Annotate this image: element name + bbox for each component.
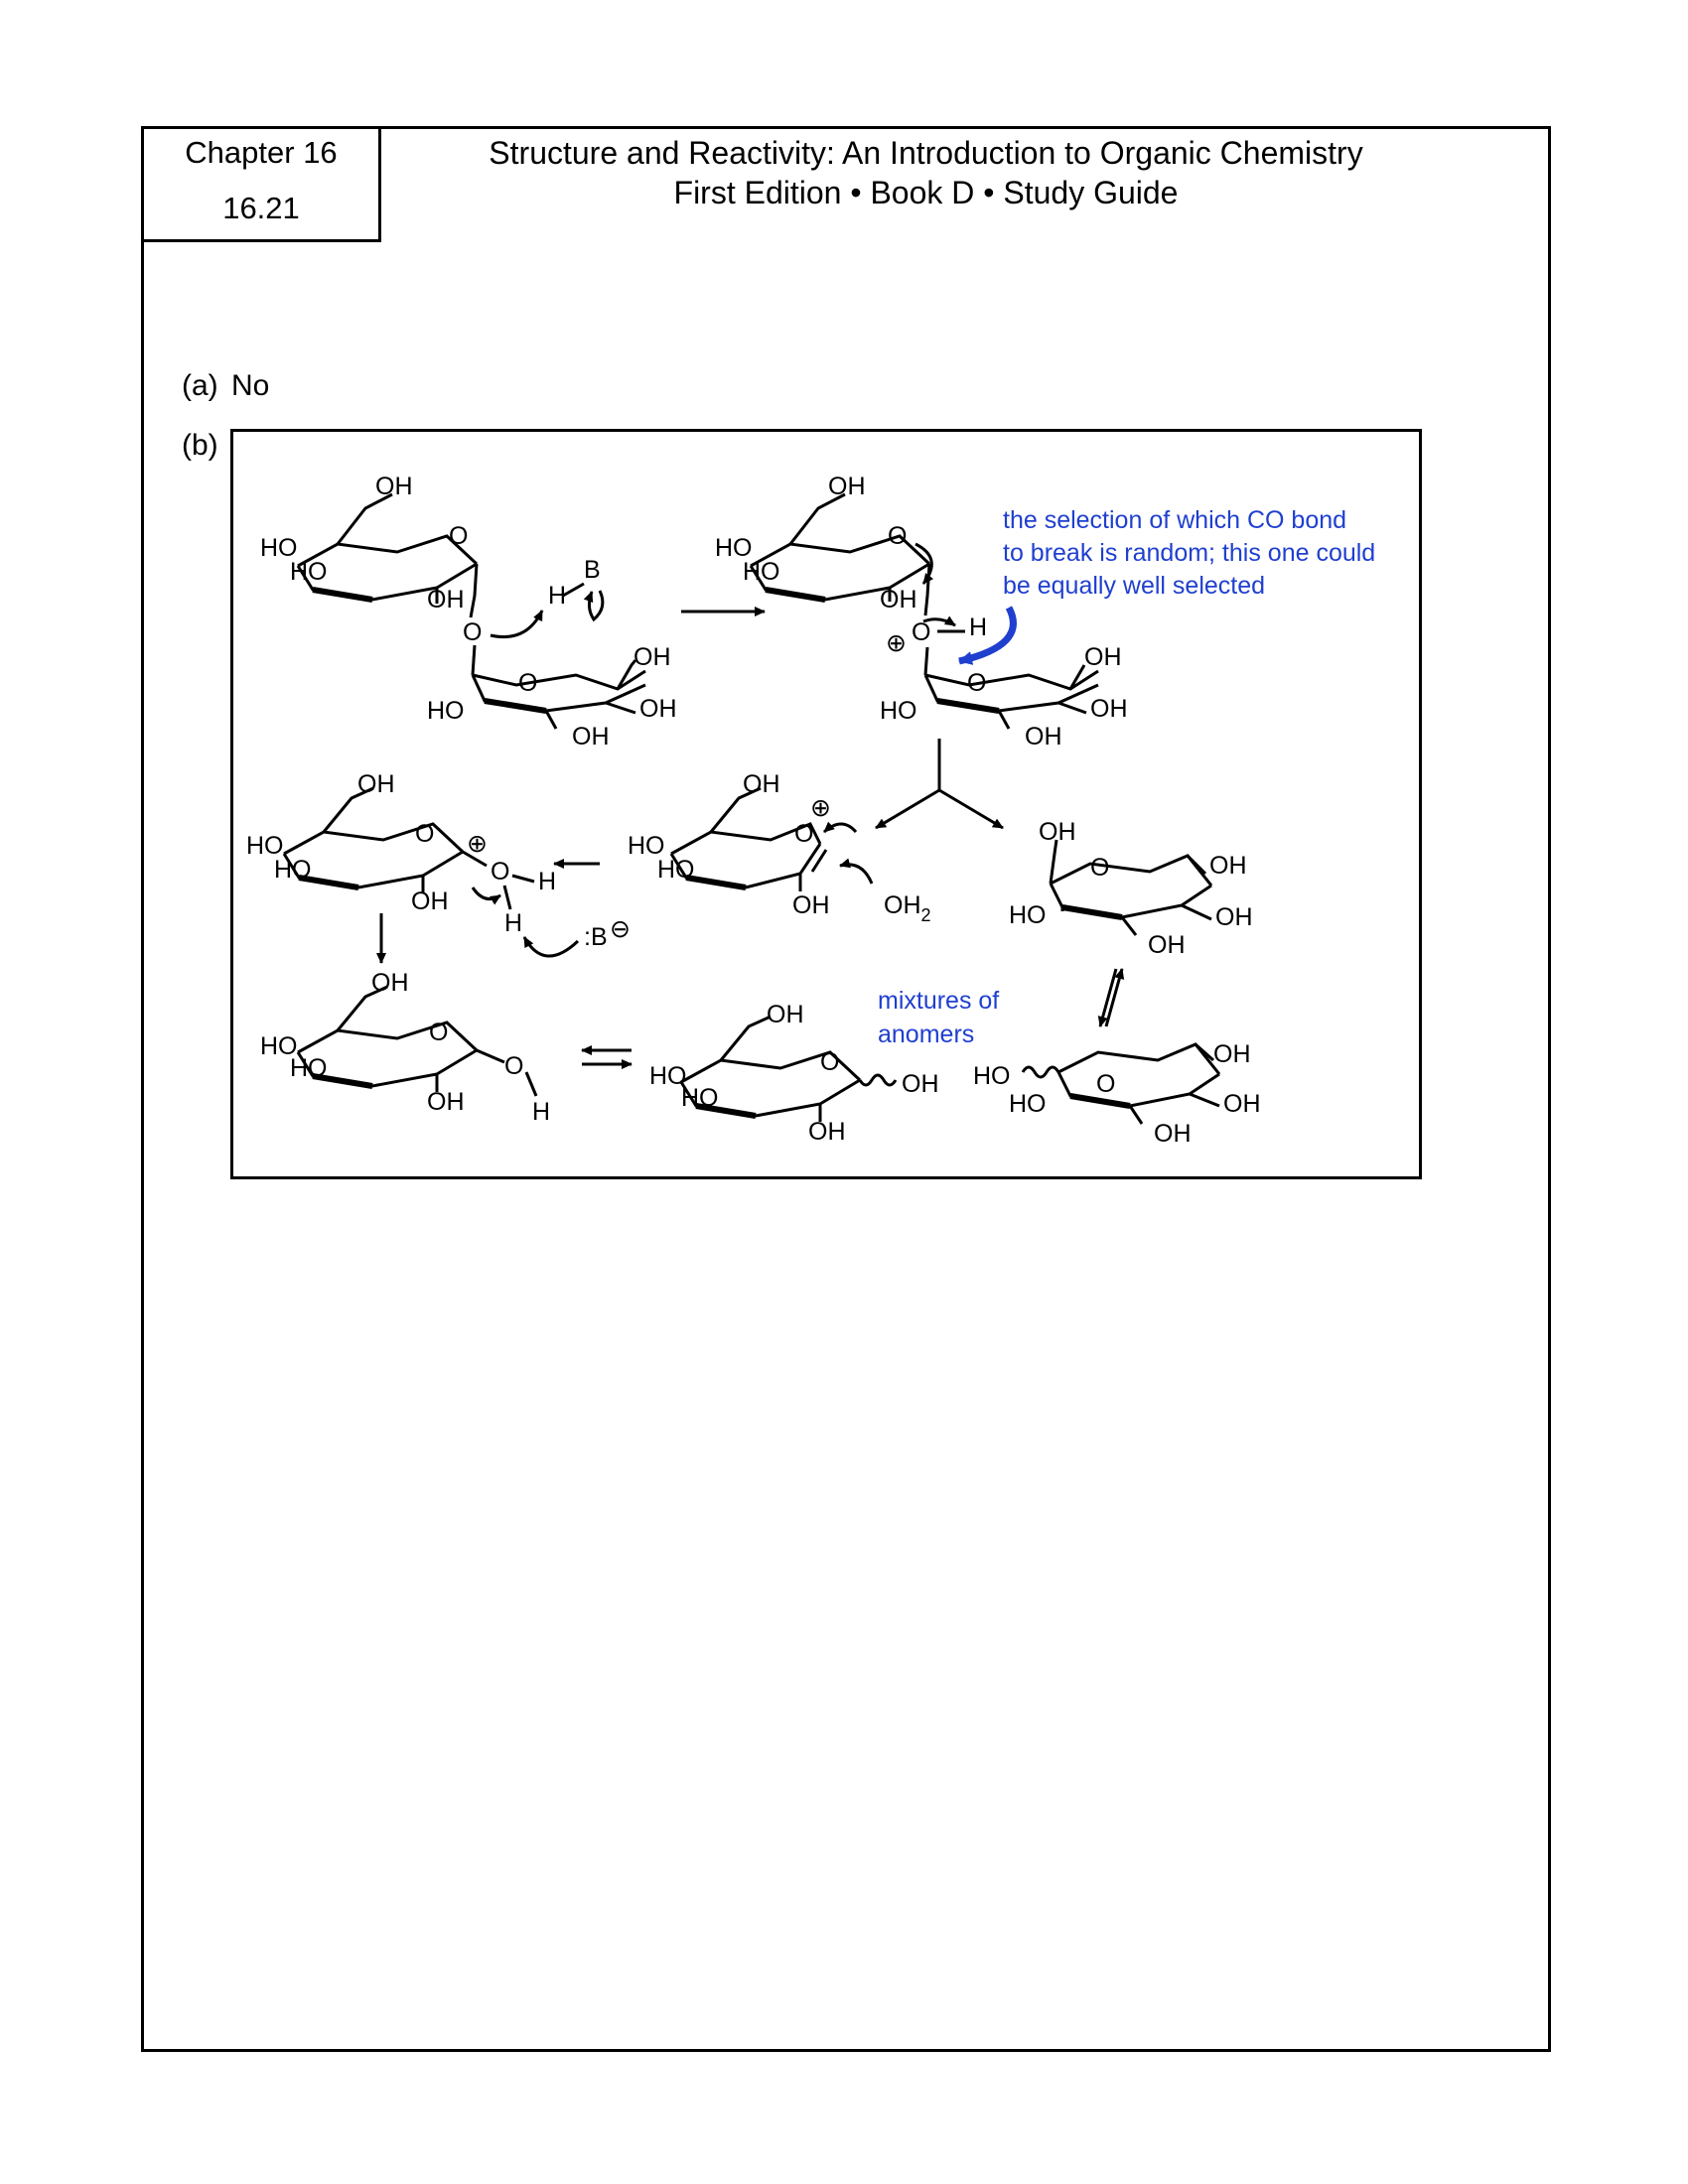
ho-label: HO xyxy=(880,697,917,725)
ring-oxygen-label: O xyxy=(1096,1070,1116,1098)
protonated-oxygen-label: O xyxy=(491,858,510,886)
oh-label: OH xyxy=(411,887,449,915)
note-line: to break is random; this one could xyxy=(1003,539,1376,567)
ho-label: HO xyxy=(260,1032,298,1060)
oh-label: OH xyxy=(1209,852,1247,880)
maltose-molecule xyxy=(260,473,677,751)
base-b-label: B xyxy=(584,556,601,584)
water-subscript: 2 xyxy=(920,905,931,925)
base-label: :B xyxy=(584,923,608,951)
water-oh: OH xyxy=(884,891,921,919)
oh-label: OH xyxy=(375,473,413,500)
oh-label: OH xyxy=(1154,1120,1192,1148)
oh-label: OH xyxy=(1090,695,1128,723)
oh-label: OH xyxy=(743,770,780,798)
ho-label: HO xyxy=(743,558,780,586)
oh-label: OH xyxy=(572,723,610,751)
oh-label: OH xyxy=(1213,1040,1251,1068)
part-a-label: (a) xyxy=(182,369,218,402)
ring-oxygen-label: O xyxy=(967,669,987,697)
ho-label: HO xyxy=(1009,901,1047,929)
glucose-anomer-mixture-right xyxy=(973,1040,1261,1148)
equilibrium-arrows xyxy=(582,1050,632,1064)
ho-label: HO xyxy=(260,534,298,562)
ring-oxygen-label: O xyxy=(449,522,469,550)
oh-label: OH xyxy=(427,1088,465,1116)
ho-label: HO xyxy=(628,832,665,860)
ring-oxygen-label: O xyxy=(518,669,538,697)
ho-label: HO xyxy=(427,697,465,725)
oh-label: OH xyxy=(808,1118,846,1146)
oh-label: OH xyxy=(828,473,866,500)
ho-label: HO xyxy=(681,1084,719,1112)
ring-oxygen-label: O xyxy=(415,820,435,848)
ho-label: HO xyxy=(1009,1090,1047,1118)
oh-label: OH xyxy=(902,1070,939,1098)
split-arrow-right xyxy=(939,790,1003,828)
ho-label: HO xyxy=(274,856,312,884)
oh-label: OH xyxy=(767,1001,804,1028)
oh-label: OH xyxy=(1148,931,1186,959)
ring-oxygen-label: O xyxy=(1090,854,1110,882)
note-line: mixtures of xyxy=(878,987,1000,1015)
ring-oxygen-label: O xyxy=(888,522,908,550)
oh-label: OH xyxy=(1084,643,1122,671)
oh-label: OH xyxy=(1039,818,1076,846)
protonated-oxygen-label: O xyxy=(912,618,931,646)
minus-charge: ⊖ xyxy=(610,915,631,943)
water-label xyxy=(884,891,931,925)
hydrogen-label: H xyxy=(538,868,557,895)
hydrogen-label: H xyxy=(969,614,988,641)
oh-label: OH xyxy=(371,969,409,997)
note-line: anomers xyxy=(878,1021,975,1048)
oh-label: OH xyxy=(427,586,465,614)
hydrogen-label: H xyxy=(548,582,567,610)
note-line: the selection of which CO bond xyxy=(1003,506,1347,534)
oh-label: OH xyxy=(639,695,677,723)
ho-label: HO xyxy=(715,534,753,562)
oh-label: OH xyxy=(1215,903,1253,931)
selection-note xyxy=(1003,506,1375,600)
anomeric-oxygen-label: O xyxy=(504,1052,524,1080)
plus-charge: ⊕ xyxy=(886,629,907,657)
ho-label: HO xyxy=(657,856,695,884)
oh-label: OH xyxy=(633,643,671,671)
oh-label: OH xyxy=(357,770,395,798)
part-b-label: (b) xyxy=(182,429,218,462)
oxocarbenium-intermediate xyxy=(628,770,931,925)
glycosidic-oxygen-label: O xyxy=(463,618,483,646)
ho-label: HO xyxy=(290,558,328,586)
plus-charge: ⊕ xyxy=(467,830,488,858)
anomers-note xyxy=(878,987,999,1048)
problem-number: 16.21 xyxy=(222,191,300,225)
ho-label: HO xyxy=(649,1062,687,1090)
glucose-product-right xyxy=(1009,818,1253,959)
book-subtitle: First Edition • Book D • Study Guide xyxy=(673,175,1179,210)
part-a-answer: No xyxy=(231,369,270,402)
glucose-product xyxy=(260,969,550,1126)
hydrogen-label: H xyxy=(504,909,523,937)
oh-label: OH xyxy=(792,891,830,919)
book-title: Structure and Reactivity: An Introduction to Organic Chemistry xyxy=(489,135,1363,171)
oh-label: OH xyxy=(1025,723,1062,751)
ho-label: HO xyxy=(973,1062,1011,1090)
ho-label: HO xyxy=(246,832,284,860)
ho-label: HO xyxy=(290,1054,328,1082)
note-line: be equally well selected xyxy=(1003,572,1266,600)
oh-label: OH xyxy=(880,586,917,614)
ring-oxygen-label: O xyxy=(429,1019,449,1046)
oh-label: OH xyxy=(1223,1090,1261,1118)
hydrogen-label: H xyxy=(532,1098,551,1126)
split-arrow-left xyxy=(876,790,939,828)
chapter-label: Chapter 16 xyxy=(185,135,338,170)
plus-charge: ⊕ xyxy=(810,794,831,822)
ring-oxygen-label: O xyxy=(820,1048,840,1076)
ring-oxygen-label: O xyxy=(794,820,814,848)
equilibrium-arrows-vertical xyxy=(1100,969,1122,1026)
